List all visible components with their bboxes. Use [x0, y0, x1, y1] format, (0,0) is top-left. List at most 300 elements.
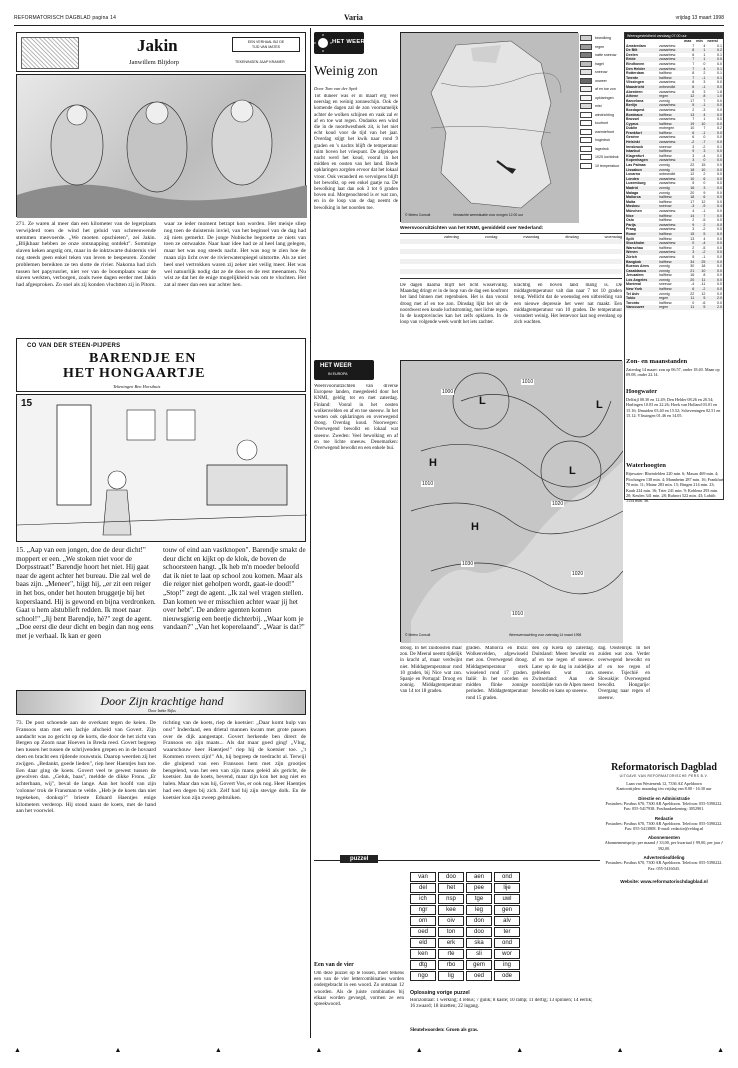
table-cell: halfbew.: [659, 259, 673, 264]
table-cell: sneeuw: [659, 144, 672, 149]
table-cell: halfbew.: [659, 231, 673, 236]
legend-label: hogedruk: [595, 138, 610, 143]
low-pressure-label: L: [596, 399, 603, 411]
table-cell: 0: [703, 61, 706, 66]
table-cell: -2: [702, 250, 706, 255]
table-cell: zonnig: [659, 291, 670, 296]
table-cell: 0.1: [717, 75, 722, 80]
table-cell: -6: [702, 300, 706, 305]
table-cell: 20: [690, 190, 695, 195]
table-cell: 0.0: [717, 140, 722, 145]
table-cell: 8: [692, 80, 695, 85]
forecast-day: zaterdag: [444, 235, 459, 239]
puzzle-cell: ode: [494, 971, 520, 981]
isobar-label: 1020: [572, 571, 584, 577]
table-cell: Moskou: [626, 204, 640, 209]
rd-advertenties-title: Advertentieafdeling: [643, 855, 685, 861]
table-cell: -1: [702, 130, 706, 135]
table-cell: 0.0: [717, 181, 722, 186]
table-cell: 11: [690, 296, 695, 301]
table-cell: zwaarbew.: [659, 117, 677, 122]
puzzle-cell: oed: [410, 927, 436, 937]
table-cell: Locarno: [626, 172, 641, 177]
table-cell: Eindhoven: [626, 61, 645, 66]
table-cell: -1: [702, 75, 706, 80]
table-header-cell: min: [696, 39, 703, 43]
puzzle-cell: tge: [466, 894, 492, 904]
table-cell: -2: [691, 140, 695, 145]
rd-redactie-title: Redactie: [654, 815, 674, 821]
jakin-badge-line2: TIJD VAN MATES: [251, 44, 281, 49]
table-cell: 12: [690, 94, 695, 99]
europa-col4: dag. Oostenrijk: In het zuiden wat zon. Verder overwegend bewolkt en af en toe regen of sneeuw. Tsjechië en Slowakije: Overwegend bewolkt. Hongarije: Overgang naar regen of sneeuw.: [598, 646, 650, 701]
temps-table: [625, 39, 723, 310]
table-cell: 15: [701, 163, 706, 168]
table-cell: Amsterdam: [626, 43, 646, 48]
legend-swatch: [580, 154, 592, 160]
table-cell: zwaarbew.: [659, 57, 677, 62]
table-cell: 15: [690, 231, 695, 236]
table-cell: 18: [701, 264, 706, 269]
table-cell: 3: [692, 227, 695, 232]
table-cell: 2.0: [717, 305, 722, 310]
rd-title: Reformatorisch Dagblad: [611, 762, 717, 773]
jakin-title: Jakin: [137, 36, 178, 55]
table-cell: halfbew.: [659, 121, 673, 126]
table-cell: halfbew.: [659, 245, 673, 250]
table-cell: 10: [701, 121, 706, 126]
table-cell: zwaarbew.: [659, 254, 677, 259]
puzzel-grid: [410, 872, 520, 981]
puzzel-header: [314, 856, 600, 870]
header-date: vrijdag 13 maart 1998: [675, 15, 724, 21]
europa-logo-sub: IN EUROPA: [328, 372, 348, 376]
table-cell: zwaarbew.: [659, 43, 677, 48]
table-cell: Lissabon: [626, 167, 642, 172]
table-cell: 0.0: [717, 287, 722, 292]
table-cell: 3: [703, 80, 706, 85]
europa-logo-text: HET WEER: [320, 363, 352, 369]
table-cell: Toronto: [626, 300, 640, 305]
table-cell: 0.0: [717, 149, 722, 154]
weer-byline: Door Tom van der Spek: [314, 86, 358, 91]
low-pressure-label: L: [479, 395, 486, 407]
table-cell: 5: [692, 103, 695, 108]
legend-item: [580, 136, 622, 145]
table-cell: 0.0: [717, 277, 722, 282]
table-cell: 0: [692, 241, 695, 246]
table-cell: New York: [626, 287, 643, 292]
table-cell: 4: [703, 66, 706, 71]
table-cell: 2: [692, 218, 695, 223]
table-cell: Cyprus: [626, 121, 639, 126]
isobar-label: 1010: [512, 611, 524, 617]
table-cell: Rotterdam: [626, 71, 644, 76]
legend-item: [580, 102, 622, 111]
table-cell: 0.0: [717, 107, 722, 112]
table-cell: 6: [703, 176, 706, 181]
table-cell: Istanbul: [626, 149, 640, 154]
puzzle-cell: ton: [438, 927, 464, 937]
table-cell: 9: [703, 190, 706, 195]
forecast-table: [400, 233, 622, 279]
table-cell: 2: [703, 222, 706, 227]
weer-text: Tot duneer was er in maart erg veel neerslag en weinig zonneschijn. Ook de komende dagen zal de zon voornamelijk achter de wolken schijnen en vaak zal er af en toe wat regen. Ondanks een wind die in de noordwesthoek zit, is het niet echt koud voor de tijd van het jaar. Overdag stijgt het kwik naar rond 9 graden en 's nachts blijft de temperatuur ruim boven het vriespunt. De afgelopen nacht werd het koud, vooral in het midden en oosten van het land. Brede opklaringen zorgden ervoor dat het lokaal vroor. Ook veranderd en vervolgens blijft het bewolkt, op een enkel gaatje na. De bewolking laat dan ook 3 tot 6 graden boven nul. Morgenochtend is er wat zon, en in de loop van de dag neemt de bewolking in het noorden toe.: [314, 94, 398, 211]
kracht-masthead: [16, 690, 306, 715]
table-cell: motregen: [659, 126, 675, 131]
table-cell: halfbew.: [659, 273, 673, 278]
table-cell: -4: [691, 282, 695, 287]
table-cell: -1: [702, 84, 706, 89]
jakin-text-right: waar ze ieder moment betrapt kon worden. Het meisje sliep nog toen de duisternis inviel, van het beginsel van de dag had zij niets gemerkt. De jonge Nubische begroette ze niets van toen ze ontwaakte. Naar haar idee had ze al heel lang gelegen, maar het was nog steeds nacht. Het was nog te zien hoe de maan zijn licht over de rivierwaterspiegel uitstortte. Als ze niet heel snel vertrokken waren zij zeker niet veilig meer. Het was wel natuurlijk nodig dat ze de doos en de rest meenamen. Nu wist ze dat het de enige mogelijkheid was om te vluchten. Het zat al meer dan een uur achter hen.: [164, 221, 306, 289]
table-cell: zwaarbew.: [659, 66, 677, 71]
column-divider: [310, 28, 311, 1038]
legend-swatch: [580, 44, 592, 50]
table-cell: 22: [690, 163, 695, 168]
nl-weather-map: [400, 32, 578, 222]
puzzle-cell: wor: [494, 949, 520, 959]
table-cell: 0.0: [717, 112, 722, 117]
table-row: [625, 305, 723, 310]
table-cell: 0.0: [717, 61, 722, 66]
table-cell: zwaarbew.: [659, 158, 677, 163]
table-cell: 0.0: [717, 264, 722, 269]
table-cell: halfbew.: [659, 149, 673, 154]
legend-label: natte sneeuw: [595, 53, 617, 58]
table-cell: Vancouver: [626, 305, 645, 310]
europe-map-caption: Weersverwachting voor zaterdag 14 maart 1998: [509, 633, 582, 637]
table-cell: -7: [702, 140, 706, 145]
puzzle-cell: erk: [438, 938, 464, 948]
puzzle-cell: gem: [466, 960, 492, 970]
table-cell: 7: [692, 66, 695, 71]
table-cell: 0.0: [717, 163, 722, 168]
puzzel-title: puzzel: [340, 855, 378, 863]
table-cell: 0.1: [717, 144, 722, 149]
table-cell: 9: [692, 222, 695, 227]
table-cell: Bangkok: [626, 259, 642, 264]
table-cell: 10: [690, 176, 695, 181]
table-cell: 5: [692, 254, 695, 259]
rd-hours: Kantoortijden: maandag t/m vrijdag van 8.00 - 16.30 uur: [616, 786, 712, 792]
table-cell: zwaarbew.: [659, 241, 677, 246]
puzzle-cell: ing: [494, 960, 520, 970]
table-cell: 22: [690, 291, 695, 296]
table-cell: regen: [659, 94, 669, 99]
table-cell: Nice: [626, 213, 634, 218]
table-cell: -3: [702, 107, 706, 112]
table-cell: 2: [692, 107, 695, 112]
table-cell: -2: [702, 144, 706, 149]
puzzle-cell: del: [410, 883, 436, 893]
table-cell: 30: [690, 264, 695, 269]
isobar-label: 1020: [552, 501, 564, 507]
table-cell: Malaga: [626, 190, 639, 195]
puzzle-cell: rte: [438, 949, 464, 959]
table-cell: 9: [692, 149, 695, 154]
table-cell: 0.0: [717, 300, 722, 305]
legend-label: 1025 luchtdruk: [595, 155, 619, 160]
table-cell: 0.0: [717, 250, 722, 255]
table-cell: Boedapest: [626, 107, 645, 112]
header-left: REFORMATORISCH DAGBLAD pagina 14: [14, 15, 117, 21]
temps-title: Weersgesteldheid vandaag 07.00 uur: [625, 33, 723, 39]
table-cell: 0.1: [717, 52, 722, 57]
table-cell: -5: [702, 245, 706, 250]
legend-swatch: [580, 129, 592, 135]
table-cell: Genève: [626, 135, 639, 140]
europe-map-drawing: [401, 361, 623, 643]
table-cell: sneeuw: [659, 204, 672, 209]
table-cell: zwaarbew.: [659, 181, 677, 186]
table-cell: halfbew.: [659, 218, 673, 223]
europa-logo: [314, 360, 374, 380]
puzzel-oplossing-text: Horizontaal: 1 werking; 4 rebus; 7 gulik; 8 kaste; 10 ramp; 11 dertig; 13 spinnen; 14 eerlik; 16 zwaard; 18 inzetten; 22 ingang.: [410, 998, 593, 1010]
table-cell: halfbew.: [659, 71, 673, 76]
legend-label: opklaringen: [595, 95, 614, 100]
jakin-ornament: [21, 37, 79, 69]
legend-item: [580, 153, 622, 162]
table-cell: 5: [703, 305, 706, 310]
table-cell: 0.0: [717, 117, 722, 122]
puzzle-cell: dtg: [410, 960, 436, 970]
puzzle-cell: oed: [466, 971, 492, 981]
table-cell: 0.0: [717, 130, 722, 135]
legend-label: onweer: [595, 78, 607, 83]
table-cell: 6: [703, 195, 706, 200]
jakin-masthead: [16, 32, 306, 72]
table-cell: 12: [701, 291, 706, 296]
header-section: Varia: [344, 13, 363, 22]
table-cell: 14: [690, 213, 695, 218]
table-cell: Berlijn: [626, 103, 638, 108]
isobar-label: 1000: [442, 389, 454, 395]
puzzel-sleutel: Sleutelwoorden: Groen als gras.: [410, 1028, 479, 1033]
weer-legend: [580, 34, 622, 170]
table-cell: 0.0: [717, 273, 722, 278]
jakin-badge: [232, 37, 300, 52]
zon-title: Zon- en maanstanden: [626, 358, 688, 365]
barendje-text-left: 15. „Aap van een jongen, doe de deur dicht!" moppert er een. „We stoken niet voor de Dorpsstraat!" Barendje hoort het niet. Hij gaat naar de agent achter het bureau. Die zal wel de baas zijn. „Meneer", hijgt hij, „er zit een reiger in het bos, onder het houten bruggetje bij het koperslaand. Hij is gewond en bijna verdronken. Gaat u hem alstublieft redden. Ik moet naar school!" „Jij bent Barendje, hè?" zegt de agent. „Doe eerst die deur dicht en begin dan nog eens met je verhaal. Ik kan er geen: [16, 546, 156, 640]
legend-label: 10 temperatuur: [595, 163, 620, 168]
table-cell: Frankfurt: [626, 130, 642, 135]
puzzle-cell: lije: [494, 883, 520, 893]
table-cell: 0.0: [717, 291, 722, 296]
weer-text-3: krachtig en boven land matig is. De middagtemperatuur valt dan naar 7 tot 10 graden terug. Wellicht dat de woensdag een uitbreiding van een nieuwe depressie het weer nat maakt. Een middagtemperatuur van 10 graden. De temperatuur verandert weinig. Het lentevoor laat nog evenlang op zich wachten.: [514, 283, 622, 326]
table-cell: 12: [701, 199, 706, 204]
table-cell: regen: [659, 305, 669, 310]
legend-label: windrichting: [595, 112, 614, 117]
puzzle-cell: doo: [438, 872, 464, 882]
header-rule: [14, 25, 724, 26]
table-cell: zwaarbew.: [659, 227, 677, 232]
legend-label: hagel: [595, 61, 604, 66]
table-cell: 5: [692, 181, 695, 186]
kracht-col1: 73. De post schoende aan de overkant tegen de keien. De Fransoos stan met een lachje afscheid van Govert. Zijn aandacht was zo gericht op de korts, die door de het zicht van Bergen op Zoom naar Hoeven in Breda reed. Govert begreep hen tussen het tussen de schrijvenden grepen en in de hovaard doen en bracht een rijdende rouwstuis. Daarop weerden zij het zwijgen. „Bedankt, goede lieden", riep heer Haentjes hun toe. Een daar ging de koets. Govert veel te gewest tussen de gewolven dan. „Geluk, baas", meldde de dikke Frons. „Er achterbaan, wij", beval de lange. Aan het hoofd van zijn 'colonne' trok de Fransman te velde. „Heb je de koets dan niet tegekeken, donkop?" brieste Eduard Haentjes enige kilometers verderop. Hij stond naast de koets, met de hand aan het voorwiel.: [16, 720, 156, 815]
table-cell: 11: [690, 305, 695, 310]
table-cell: Dublin: [626, 126, 638, 131]
table-cell: -1: [702, 103, 706, 108]
table-cell: halfbew.: [659, 300, 673, 305]
legend-item: [580, 94, 622, 103]
table-cell: Bordeaux: [626, 112, 643, 117]
puzzle-cell: eld: [410, 938, 436, 948]
table-cell: Twente: [626, 75, 639, 80]
table-cell: zwaarbew.: [659, 61, 677, 66]
table-cell: 0: [692, 300, 695, 305]
weer-text-2: De dagen daarna blijft het licht wisselvallig. Maandag dringt er in de loop van de dag een koufront het land binnen met regenbuien. Het is dan vooral droog met af en toe zon. Dinsdag lijkt het uit de noordwest een koude luchtstroming, met lichte regen. In de kustprovincies kan het zelfs opklaren. In de loop van volgende week wordt het iets zachter.: [400, 283, 508, 326]
table-cell: De Bilt: [626, 48, 638, 53]
table-cell: 6: [692, 84, 695, 89]
table-cell: 0.0: [717, 135, 722, 140]
table-cell: 0.0: [717, 195, 722, 200]
table-cell: Split: [626, 236, 634, 241]
table-cell: 0: [703, 181, 706, 186]
table-cell: Vlissingen: [626, 80, 644, 85]
table-cell: 0.0: [717, 259, 722, 264]
table-cell: 0.0: [717, 98, 722, 103]
table-cell: 8: [692, 71, 695, 76]
table-cell: 1.0: [717, 94, 722, 99]
barendje-masthead: [16, 338, 306, 392]
weer-logo-text: HET WEER: [332, 39, 365, 45]
puzzle-cell: ngr: [410, 905, 436, 915]
table-cell: Londen: [626, 176, 639, 181]
table-cell: 0.0: [717, 227, 722, 232]
table-cell: 1: [703, 57, 706, 62]
jakin-text-left: 271. Ze waren al meer dan een kilometer van de legerplaats verwijderd toen de wind het geluid van schreeuwende stemmen meevoerde. „We moeten opschieten", zei Jakin. „Blijkbaar hebben ze onze ontsnapping ontdekt". Sommige slaven keken angstig om, maar in de inktzwarte duisternis viel nog steeds geen enkel teken van leven te bespeuren. Zonder problemen bereikten ze ten slotte de rivier. Nakoma had zich tussen het papyrusriet, niet ver van de boomplaats waar de slaven werkten, verborgen, zoals twee dagen eerder met Jakin had afgesproken. Zo snel als zij konden vluchtten zij in Pitom.: [16, 221, 156, 289]
weer-headline: Weinig zon: [314, 64, 378, 79]
table-cell: 1.8: [717, 89, 722, 94]
jakin-drawing: [17, 75, 307, 218]
table-cell: zonnig: [659, 277, 670, 282]
table-cell: sneeuw: [659, 282, 672, 287]
puzzel-intro-title: Een van de vier: [314, 962, 354, 968]
europa-text: Weersvooruitzichten van diverse Europese landen, meegedeeld door het KNMI, geldig tot en met zaterdag. Finland: Vooral in het oosten wolkenvelden en af en toe sneeuw. In het westen ook opklaringen en overwegend droog. Overdag koud. Noorwegen: Overwegend bewolkt en lokaal wat sneeuw. Zweden: Veel bewolking en af en toe lichte sneeuw. Denemarken: Overwegend bewolkt en een enkele bui.: [314, 384, 398, 452]
barendje-drawing: [17, 395, 307, 543]
barendje-kicker: CO VAN DER STEEN-PIJPERS: [27, 343, 121, 349]
legend-swatch: [580, 35, 592, 41]
table-cell: 8: [703, 94, 706, 99]
high-pressure-label: H: [429, 457, 437, 469]
table-cell: 3: [692, 153, 695, 158]
table-cell: onbewolkt: [659, 84, 676, 89]
nl-map-drawing: [401, 33, 579, 223]
table-cell: Las Palmas: [626, 163, 646, 168]
table-cell: 12: [690, 172, 695, 177]
table-cell: 10: [701, 167, 706, 172]
table-cell: Jeruzalem: [626, 273, 644, 278]
table-cell: 20: [690, 277, 695, 282]
legend-label: lagedruk: [595, 146, 609, 151]
registration-mark-icon: ▲: [214, 1046, 222, 1054]
table-cell: Aberdeen: [626, 89, 643, 94]
table-cell: halfbew.: [659, 195, 673, 200]
registration-mark-icon: ▲: [616, 1046, 624, 1054]
table-cell: halfbew.: [659, 236, 673, 241]
table-cell: 0.0: [717, 80, 722, 85]
puzzle-cell: nsp: [438, 894, 464, 904]
table-cell: halfbew.: [659, 75, 673, 80]
table-cell: 25: [701, 259, 706, 264]
table-cell: 7: [692, 117, 695, 122]
table-cell: halfbew.: [659, 130, 673, 135]
table-cell: 0.2: [717, 48, 722, 53]
table-cell: halfbew.: [659, 287, 673, 292]
puzzle-cell: ond: [494, 872, 520, 882]
kracht-author: Door Ineke Rijks: [148, 708, 176, 713]
registration-mark-icon: ▲: [516, 1046, 524, 1054]
table-cell: 11: [701, 277, 706, 282]
table-cell: Montreal: [626, 282, 641, 287]
table-cell: 0.0: [717, 254, 722, 259]
puzzle-cell: ter: [494, 927, 520, 937]
table-cell: 0.0: [717, 268, 722, 273]
table-cell: 0.4: [717, 204, 722, 209]
table-cell: 0.0: [717, 199, 722, 204]
table-cell: zwaarbew.: [659, 176, 677, 181]
legend-swatch: [580, 69, 592, 75]
table-cell: Buenos Aires: [626, 264, 650, 269]
legend-label: sneeuw: [595, 70, 608, 75]
table-cell: zwaarbew.: [659, 222, 677, 227]
table-cell: 0.0: [717, 121, 722, 126]
table-cell: Zürich: [626, 254, 637, 259]
legend-swatch: [580, 61, 592, 67]
table-cell: 8: [703, 273, 706, 278]
barendje-text-right: touw of eind aan vastknopen". Barendje smakt de deur dicht en kijkt op de klok, de boven de schoorsteen hangt. „Ik heb m'n moeder beloofd dat ik niet te laat op school zou komen. Maar als die reiger niet geholpen wordt, gaat-ie dood!" „Stop!" zegt de agent. „Ik zal wel vragen stellen. Dan komen we er misschien achter waar jij het over hebt". De andere agenten komen nieuwsgierig een beetje dichterbij. „Waar kom je vandaan?" „Van het koperelaand". „Waar is dat?": [163, 546, 306, 632]
zon-text: Zaterdag 14 maart: zon op 06.57, onder 18.40. Maan op 09.08, onder 22.14.: [626, 367, 720, 378]
table-cell: zwaarbew.: [659, 135, 677, 140]
puzzel-intro-text: Om deze puzzel op te lossen, moet telkens een van de vier lettercombinaties worden ondergebracht in een woord. Zo ontstaan 12 woorden. Als de juiste combinaties bij elkaar worden gevoegd, vormen ze een spreekwoord.: [314, 971, 404, 1008]
table-cell: 2: [703, 71, 706, 76]
table-cell: 0: [703, 158, 706, 163]
table-cell: 5: [703, 231, 706, 236]
barendje-credit: Tekeningen Ben Horsthuis: [113, 384, 161, 389]
table-cell: Brussel: [626, 117, 640, 122]
table-cell: 18: [690, 167, 695, 172]
puzzle-cell: ngo: [410, 971, 436, 981]
table-cell: 0.0: [717, 158, 722, 163]
table-cell: 8: [692, 48, 695, 53]
bottom-marks: [14, 1046, 724, 1056]
table-cell: -1: [702, 208, 706, 213]
table-cell: 0.0: [717, 167, 722, 172]
table-cell: onbewolkt: [659, 172, 676, 177]
jakin-author: Janwillem Blijdorp: [129, 59, 180, 66]
table-cell: Madrid: [626, 186, 638, 190]
puzzle-cell: rbo: [438, 960, 464, 970]
table-cell: -2: [702, 227, 706, 232]
table-cell: 1: [703, 48, 706, 53]
forecast-title: Weersvooruitzichten van het KNMI, gemiddeld over Nederland:: [400, 226, 544, 231]
table-cell: 3: [692, 158, 695, 163]
jakin-credit: TEKENINGEN JAAP KRAMER: [235, 60, 285, 64]
table-cell: 10: [701, 268, 706, 273]
table-cell: 0.0: [717, 241, 722, 246]
table-cell: 7: [692, 57, 695, 62]
table-cell: 0.0: [717, 172, 722, 177]
table-cell: -3: [691, 204, 695, 209]
jakin-illustration: [16, 74, 306, 217]
rd-address: Laan van Westenenk 12, 7336 AZ Apeldoorn: [626, 781, 702, 786]
legend-swatch: [580, 163, 592, 169]
puzzle-cell: aen: [466, 872, 492, 882]
table-cell: zwaarbew.: [659, 52, 677, 57]
table-cell: halfbew.: [659, 199, 673, 204]
table-cell: 1: [703, 117, 706, 122]
table-cell: 17: [690, 98, 695, 103]
